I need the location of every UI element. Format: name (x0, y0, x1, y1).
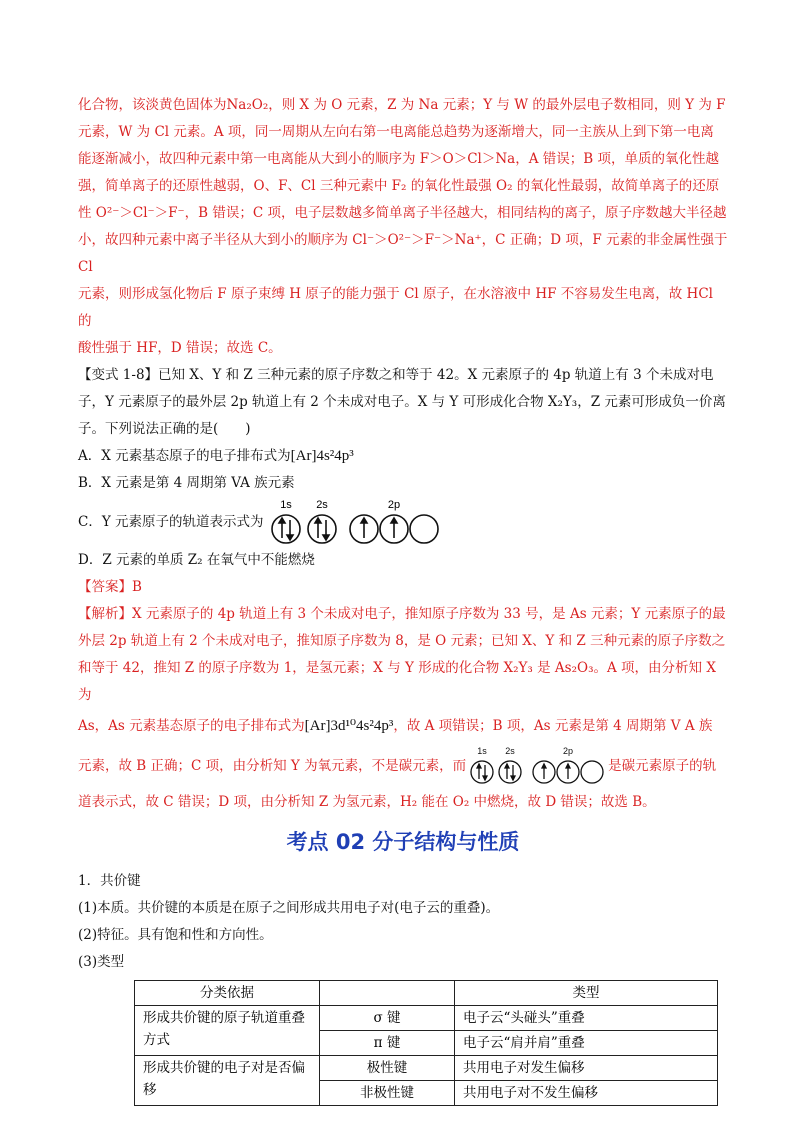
explanation-label: 【解析】 (78, 606, 132, 622)
content-item: (1)本质。共价键的本质是在原子之间形成共用电子对(电子云的重叠)。 (78, 900, 500, 916)
question-label: 【变式 1-8】 (78, 367, 159, 383)
table-header-cell: 分类依据 (135, 981, 320, 1006)
orbital-label-2s: 2s (505, 746, 515, 756)
orbital-label-1s: 1s (279, 499, 292, 511)
content-item: (3)类型 (78, 954, 125, 970)
analysis-line: 元素，W 为 Cl 元素。A 项，同一周期从左向右第一电离能总趋势为逐渐增大，同一主族从上到下第一电离 (78, 124, 714, 140)
table-cell: 极性键 (320, 1056, 455, 1081)
explanation-line-with-diagram: 元素，故 B 正确；C 项，由分析知 Y 为氧元素，不是碳元素，而 1s 2s 2p 是碳元素原子的轨 (78, 743, 728, 789)
explanation-block (78, 601, 728, 816)
analysis-line: 酸性强于 HF，D 错误；故选 C。 (78, 340, 282, 356)
table-header-cell: 类型 (455, 981, 718, 1006)
option-a-formula: [Ar]4s²4p³ (290, 448, 354, 464)
bond-type-table (134, 980, 718, 1106)
analysis-continued (78, 92, 728, 362)
explanation-line: 外层 2p 轨道上有 2 个未成对电子，推知原子序数为 8，是 O 元素；已知 X、Y 和 Z 三种元素的原子序数之 (78, 633, 726, 649)
table-header-row (135, 981, 718, 1006)
document-page (78, 92, 728, 1106)
option-d: D．Z 元素的单质 Z₂ 在氧气中不能燃烧 (78, 552, 315, 568)
table-cell: 非极性键 (320, 1081, 455, 1106)
table-cell: 电子云“肩并肩”重叠 (455, 1031, 718, 1056)
section-heading: 考点 02 分子结构与性质 (286, 830, 520, 854)
option-c: C．Y 元素原子的轨道表示式为 1s 2s 2p (78, 497, 728, 547)
table-cell: σ 键 (320, 1006, 455, 1031)
orbital-diagram (264, 498, 440, 546)
table-header-cell (320, 981, 455, 1006)
table-cell: 共用电子对不发生偏移 (455, 1081, 718, 1106)
table-cell-basis: 形成共价键的原子轨道重叠方式 (135, 1006, 320, 1056)
table-cell: 共用电子对发生偏移 (455, 1056, 718, 1081)
explanation-formula: [Ar]3d¹⁰4s²4p³ (304, 718, 394, 734)
explanation-line: 道表示式，故 C 错误；D 项，由分析知 Z 为氢元素，H₂ 能在 O₂ 中燃烧，故 D 错误；故选 B。 (78, 794, 656, 810)
option-a: A．X 元素基态原子的电子排布式为[Ar]4s²4p³ (78, 448, 354, 464)
answer-value: B (132, 579, 142, 595)
analysis-line: 能逐渐减小，故四种元素中第一电离能从大到小的顺序为 F＞O＞Cl＞Na，A 错误；B 项，单质的氧化性越 (78, 151, 719, 167)
table-cell: π 键 (320, 1031, 455, 1056)
analysis-line: 化合物，该淡黄色固体为Na₂O₂，则 X 为 O 元素，Z 为 Na 元素；Y 与 W 的最外层电子数相同，则 Y 为 F (78, 97, 726, 113)
table-cell: 电子云“头碰头”重叠 (455, 1006, 718, 1031)
orbital-label-2p: 2p (387, 499, 400, 511)
orbital-label-1s: 1s (477, 746, 487, 756)
explanation-line: As，As 元素基态原子的电子排布式为[Ar]3d¹⁰4s²4p³，故 A 项错误；B 项，As 元素是第 4 周期第 V A 族 (78, 718, 713, 734)
question-block (78, 362, 728, 574)
option-b: B．X 元素是第 4 周期第 VA 族元素 (78, 475, 295, 491)
analysis-line: 性 O²⁻＞Cl⁻＞F⁻，B 错误；C 项，电子层数越多简单离子半径越大，相同结构的离子，原子序数越大半径越 (78, 205, 727, 221)
content-item: 1．共价键 (78, 873, 141, 889)
explanation-line: 和等于 42，推知 Z 的原子序数为 1，是氢元素；X 与 Y 形成的化合物 X₂Y₃ 是 As₂O₃。A 项，由分析知 X 为 (78, 660, 716, 703)
question-line (78, 362, 728, 389)
table-row (135, 1056, 718, 1081)
table-cell-basis: 形成共价键的电子对是否偏移 (135, 1056, 320, 1106)
orbital-label-2s: 2s (315, 499, 328, 511)
question-line: 子。下列说法正确的是( ) (78, 421, 251, 437)
carbon-orbital-diagram (466, 746, 608, 786)
question-line: 子，Y 元素原子的最外层 2p 轨道上有 2 个未成对电子。X 与 Y 可形成化合物 X₂Y₃，Z 元素可形成负一价离 (78, 394, 726, 410)
question-text: 已知 X、Y 和 Z 三种元素的原子序数之和等于 42。X 元素原子的 4p 轨道上有 3 个未成对电 (158, 367, 714, 383)
answer-label: 【答案】 (78, 579, 132, 595)
content-item: (2)特征。具有饱和性和方向性。 (78, 927, 273, 943)
analysis-line: 元素，则形成氢化物后 F 原子束缚 H 原子的能力强于 Cl 原子，在水溶液中 HF 不容易发生电离，故 HCl 的 (78, 286, 713, 329)
table-row (135, 1006, 718, 1031)
answer-line (78, 574, 728, 601)
analysis-line: 小，故四种元素中离子半径从大到小的顺序为 Cl⁻＞O²⁻＞F⁻＞Na⁺，C 正确；D 项，F 元素的非金属性强于 Cl (78, 232, 728, 275)
analysis-line: 强，简单离子的还原性越弱，O、F、Cl 三种元素中 F₂ 的氧化性最强 O₂ 的氧化性最弱，故简单离子的还原 (78, 178, 720, 194)
explanation-line: 【解析】X 元素原子的 4p 轨道上有 3 个未成对电子，推知原子序数为 33 号，是 As 元素；Y 元素原子的最 (78, 606, 726, 622)
orbital-label-2p: 2p (563, 746, 574, 756)
